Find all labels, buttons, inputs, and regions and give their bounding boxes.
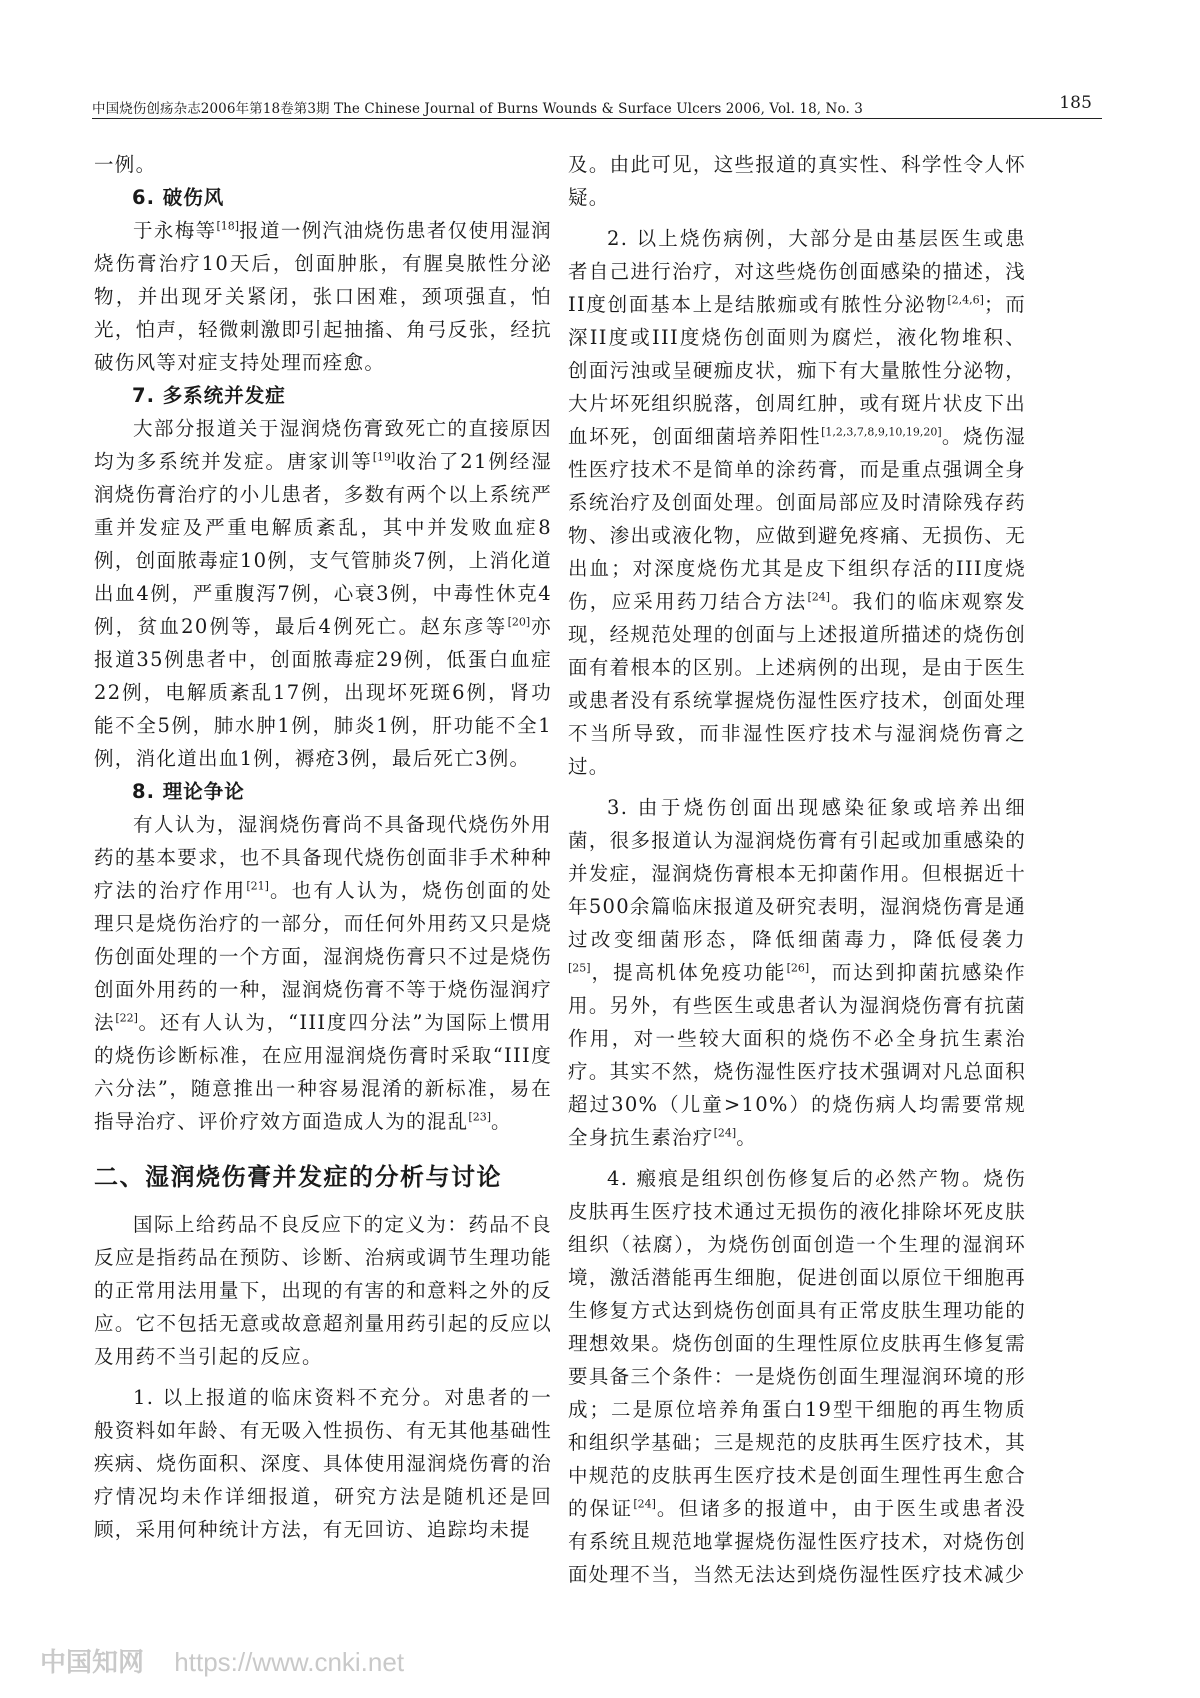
citation: [20] <box>507 615 531 629</box>
paragraph: 大部分报道关于湿润烧伤膏致死亡的直接原因均为多系统并发症。唐家训等[19]收治了21例经湿润烧伤膏治疗的小儿患者，多数有两个以上系统严重并发症及严重电解质紊乱，其中并发败血症8例，创面脓毒症10例，支气管肺炎7例，上消化道出血4例，严重腹泻7例，心衰3例，中毒性休克4例，贫血20例等，最后4例死亡。赵东彦等[20]亦报道35例患者中，创面脓毒症29例，低蛋白血症22例，电解质紊乱17例，出现坏死斑6例，肾功能不全5例，肺水肿1例，肺炎1例，肝功能不全1例，消化道出血1例，褥疮3例，最后死亡3例。 <box>94 417 552 770</box>
paragraph: 及。由此可见，这些报道的真实性、科学性令人怀疑。 <box>568 153 1026 209</box>
citation: [24] <box>633 1497 656 1511</box>
paragraph: 有人认为，湿润烧伤膏尚不具备现代烧伤外用药的基本要求，也不具备现代烧伤创面非手术种种疗法的治疗作用[21]。也有人认为，烧伤创面的处理只是烧伤治疗的一部分，而任何外用药又只是烧伤创面处理的一个方面，湿润烧伤膏只不过是烧伤创面外用药的一种，湿润烧伤膏不等于烧伤湿润疗法[22]。还有人认为，“III度四分法”为国际上惯用的烧伤诊断标准，在应用湿润烧伤膏时采取“III度六分法”，随意推出一种容易混淆的新标准，易在指导治疗、评价疗效方面造成人为的混乱[23]。 <box>94 813 552 1133</box>
left-column <box>94 148 552 1546</box>
journal-citation: 中国烧伤创疡杂志2006年第18卷第3期 The Chinese Journal of Burns Wounds & Surface Ulcers 2006, Vol. 18, No. 3 <box>92 101 863 117</box>
cnki-watermark <box>40 1642 404 1679</box>
citation: [2,4,6] <box>947 293 984 307</box>
paragraph: 3. 由于烧伤创面出现感染征象或培养出细菌，很多报道认为湿润烧伤膏有引起或加重感染的并发症，湿润烧伤膏根本无抑菌作用。但根据近十年500余篇临床报道及研究表明，湿润烧伤膏是通过改变细菌形态，降低细菌毒力，降低侵袭力[25]，提高机体免疫功能[26]，而达到抑菌抗感染作用。另外，有些医生或患者认为湿润烧伤膏有抗菌作用，对一些较大面积的烧伤不必全身抗生素治疗。其实不然，烧伤湿性医疗技术强调对凡总面积超过30%（儿童>10%）的烧伤病人均需要常规全身抗生素治疗[24]。 <box>568 796 1026 1149</box>
paragraph: 4. 瘢痕是组织创伤修复后的必然产物。烧伤皮肤再生医疗技术通过无损伤的液化排除坏死皮肤组织（祛腐），为烧伤创面创造一个生理的湿润环境，激活潜能再生细胞，促进创面以原位干细胞再生修复方式达到烧伤创面具有正常皮肤生理功能的理想效果。烧伤创面的生理性原位皮肤再生修复需要具备三个条件：一是烧伤创面生理湿润环境的形成；二是原位培养角蛋白19型干细胞的再生物质和组织学基础；三是规范的皮肤再生医疗技术，其中规范的皮肤再生医疗技术是创面生理性再生愈合的保证[24]。但诸多的报道中，由于医生或患者没有系统且规范地掌握烧伤湿性医疗技术，对烧伤创面处理不当，当然无法达到烧伤湿性医疗技术减少 <box>568 1167 1026 1586</box>
citation: [24] <box>713 1126 737 1140</box>
paragraph: 一例。 <box>94 153 157 176</box>
citation: [23] <box>468 1110 491 1124</box>
paragraph: 于永梅等[18]报道一例汽油烧伤患者仅使用湿润烧伤膏治疗10天后，创面肿胀，有腥臭脓性分泌物，并出现牙关紧闭，张口困难，颈项强直，怕光，怕声，轻微刺激即引起抽搐、角弓反张，经抗破伤风等对症支持处理而痊愈。 <box>94 219 552 374</box>
citation: [1,2,3,7,8,9,10,19,20] <box>821 425 942 439</box>
citation: [19] <box>372 450 396 464</box>
header-rule <box>92 118 1102 119</box>
cnki-url: https://www.cnki.net <box>174 1647 405 1677</box>
section-heading-multisystem: 7. 多系统并发症 <box>132 384 286 407</box>
citation: [22] <box>115 1011 138 1025</box>
citation: [21] <box>246 879 269 893</box>
running-header <box>92 91 1102 121</box>
page-number: 185 <box>1059 93 1092 113</box>
right-column <box>568 148 1026 1591</box>
cnki-name: 中国知网 <box>40 1648 145 1678</box>
paragraph: 国际上给药品不良反应下的定义为：药品不良反应是指药品在预防、诊断、治病或调节生理功能的正常用法用量下，出现的有害的和意料之外的反应。它不包括无意或故意超剂量用药引起的反应以及用药不当引起的反应。 <box>94 1213 552 1368</box>
section-heading-tetanus: 6. 破伤风 <box>132 186 225 209</box>
section-heading-theory: 8. 理论争论 <box>132 780 245 803</box>
citation: [18] <box>216 219 240 233</box>
chapter-heading: 二、湿润烧伤膏并发症的分析与讨论 <box>94 1163 502 1191</box>
citation: [26] <box>786 961 810 975</box>
paragraph: 1. 以上报道的临床资料不充分。对患者的一般资料如年龄、有无吸入性损伤、有无其他基础性疾病、烧伤面积、深度、具体使用湿润烧伤膏的治疗情况均未作详细报道，研究方法是随机还是回顾，采用何种统计方法，有无回访、追踪均未提 <box>94 1386 552 1541</box>
citation: [24] <box>807 590 831 604</box>
citation: [25] <box>568 961 591 975</box>
paragraph: 2. 以上烧伤病例，大部分是由基层医生或患者自己进行治疗，对这些烧伤创面感染的描述，浅II度创面基本上是结脓痂或有脓性分泌物[2,4,6]；而深II度或III度烧伤创面则为腐烂，液化物堆积、创面污浊或呈硬痂皮状，痂下有大量脓性分泌物，大片坏死组织脱落，创周红肿，或有斑片状皮下出血坏死，创面细菌培养阳性[1,2,3,7,8,9,10,19,20]。烧伤湿性医疗技术不是简单的涂药膏，而是重点强调全身系统治疗及创面处理。创面局部应及时清除残存药物、渗出或液化物，应做到避免疼痛、无损伤、无出血；对深度烧伤尤其是皮下组织存活的III度烧伤，应采用药刀结合方法[24]。我们的临床观察发现，经规范处理的创面与上述报道所描述的烧伤创面有着根本的区别。上述病例的出现，是由于医生或患者没有系统掌握烧伤湿性医疗技术，创面处理不当所导致，而非湿性医疗技术与湿润烧伤膏之过。 <box>568 227 1027 778</box>
